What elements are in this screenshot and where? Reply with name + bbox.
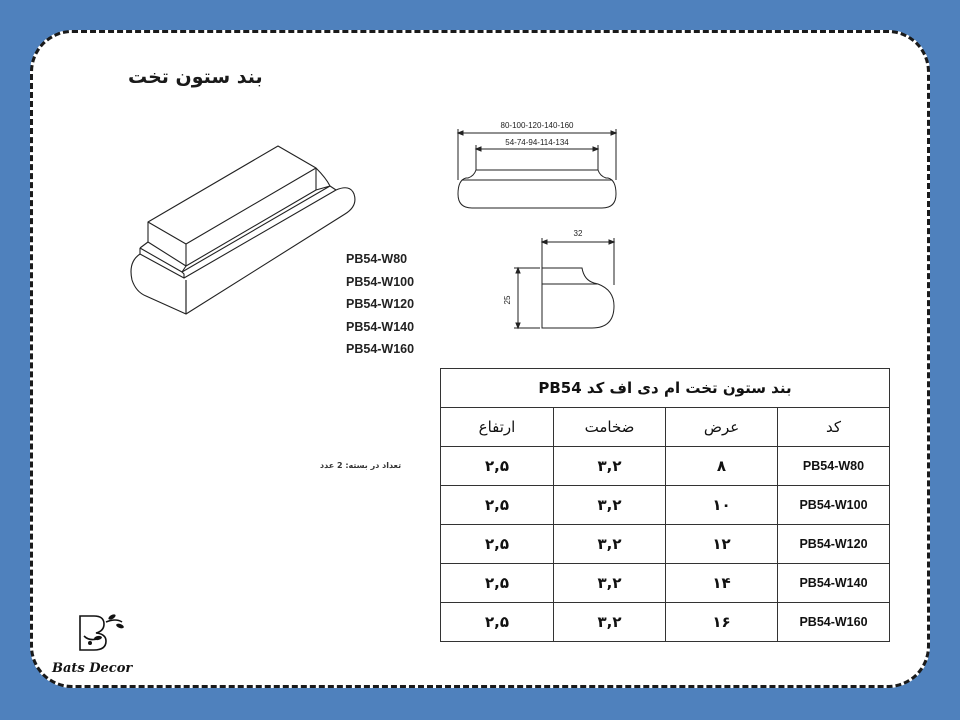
cell-width: ۱۲ xyxy=(666,525,778,564)
pack-quantity-note: تعداد در بسته: 2 عدد xyxy=(320,461,402,470)
profile-side-view xyxy=(514,238,614,328)
height-dimension: 25 xyxy=(503,295,512,305)
cell-height: ۲,۵ xyxy=(441,603,554,642)
table-row xyxy=(441,564,890,603)
brand-name: Bats Decor xyxy=(52,661,133,676)
table-row xyxy=(441,447,890,486)
cell-height: ۲,۵ xyxy=(441,564,554,603)
header-thickness: ضخامت xyxy=(554,408,666,447)
inner-width-dimension: 54-74-94-114-134 xyxy=(505,138,569,147)
table-row xyxy=(441,486,890,525)
product-code-list xyxy=(346,248,414,361)
page-title: بند ستون تخت xyxy=(128,66,263,88)
product-code-item: PB54-W100 xyxy=(346,274,415,289)
header-height: ارتفاع xyxy=(441,408,554,447)
cell-code: PB54-W140 xyxy=(778,564,890,603)
table-title-row xyxy=(441,369,890,408)
depth-dimension: 32 xyxy=(573,229,583,238)
cell-thickness: ۳,۲ xyxy=(554,525,666,564)
cell-thickness: ۳,۲ xyxy=(554,447,666,486)
cell-width: ۱۴ xyxy=(666,564,778,603)
outer-width-dimension: 80-100-120-140-160 xyxy=(500,121,574,130)
cell-width: ۸ xyxy=(666,447,778,486)
header-width: عرض xyxy=(666,408,778,447)
product-code-item: PB54-W140 xyxy=(346,319,415,334)
cell-thickness: ۳,۲ xyxy=(554,486,666,525)
cell-code: PB54-W120 xyxy=(778,525,890,564)
header-code: کد xyxy=(778,408,890,447)
isometric-molding-drawing xyxy=(131,146,355,314)
cell-thickness: ۳,۲ xyxy=(554,564,666,603)
table-row xyxy=(441,603,890,642)
cell-thickness: ۳,۲ xyxy=(554,603,666,642)
bats-decor-logo-icon xyxy=(50,608,130,660)
cell-code: PB54-W160 xyxy=(778,603,890,642)
cell-width: ۱۰ xyxy=(666,486,778,525)
cell-height: ۲,۵ xyxy=(441,486,554,525)
specification-table xyxy=(440,368,890,642)
product-code-item: PB54-W80 xyxy=(346,252,408,266)
cell-code: PB54-W100 xyxy=(778,486,890,525)
table-row xyxy=(441,525,890,564)
table-header-row xyxy=(441,408,890,447)
product-code-item: PB54-W160 xyxy=(346,342,415,356)
cell-height: ۲,۵ xyxy=(441,447,554,486)
cell-width: ۱۶ xyxy=(666,603,778,642)
table-title: بند ستون تخت ام دی اف کد PB54 xyxy=(441,369,890,408)
cell-height: ۲,۵ xyxy=(441,525,554,564)
product-code-item: PB54-W120 xyxy=(346,297,415,311)
cell-code: PB54-W80 xyxy=(778,447,890,486)
